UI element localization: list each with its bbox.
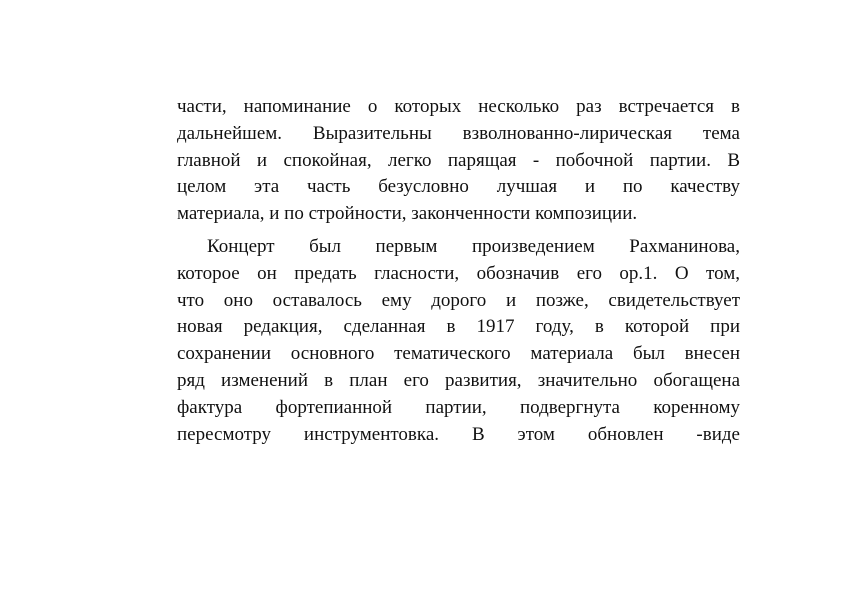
text-line: материала, и по стройности, законченности композиции. <box>177 203 638 225</box>
text-line: части, напоминание о которых несколько раз встречается в <box>177 96 740 117</box>
text-line: Концерт был первым произведением Рахманинова, <box>207 235 740 257</box>
text-line: ряд изменений в план его развития, значительно обогащена <box>177 369 740 391</box>
paragraph-2 <box>177 234 740 448</box>
text-line: целом эта часть безусловно лучшая и по качеству <box>177 176 740 198</box>
text-line: новая редакция, сделанная в 1917 году, в которой при <box>177 316 740 338</box>
text-line: что оно оставалось ему дорого и позже, свидетельствует <box>177 289 740 311</box>
text-line: которое он предать гласности, обозначив его ор.1. О том, <box>177 262 740 284</box>
body-text <box>177 94 740 448</box>
text-line: сохранении основного тематического материала был внесен <box>177 343 740 365</box>
text-line: главной и спокойная, легко парящая - побочной партии. В <box>177 149 740 171</box>
text-line: пересмотру инструментовка. В этом обновлен -виде <box>177 423 740 445</box>
text-line: фактура фортепианной партии, подвергнута коренному <box>177 396 740 418</box>
paragraph-1 <box>177 94 740 228</box>
text-line: дальнейшем. Выразительны взволнованно-лирическая тема <box>177 122 740 144</box>
